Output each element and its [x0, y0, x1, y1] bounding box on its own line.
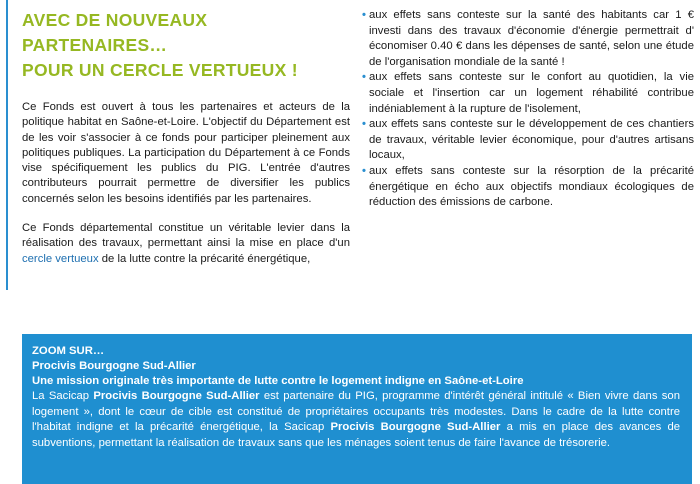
zoom-body-part-2: est partenaire du PIG, programme d'intérêt général intitulé « Bien vivre dans son logement », dont le cœur de cible est constitué de propriétaires occupants très modestes. Dans le cadre de la lutte contre l'habitat indigne et la précarité énergétique, la Sacicap — [32, 390, 680, 434]
headline-line-2: POUR UN CERCLE VERTUEUX ! — [22, 60, 298, 80]
lever-paragraph — [22, 221, 350, 267]
effect-item-comfort — [362, 70, 694, 117]
zoom-box — [22, 334, 692, 484]
intro-paragraph: Ce Fonds est ouvert à tous les partenaires et acteurs de la politique habitat en Saône-et-Loire. L'objectif du Département est de les voir s'associer à ce fonds pour participer pleinement aux politiques publiques. La participation du Département à ce Fonds vise spécifiquement les publics du PIG. L'entrée d'autres contributeurs pourrait permettre de diversifier les publics concernés selon les besoins identifiés par les partenaires. — [22, 101, 350, 205]
zoom-label: ZOOM SUR… — [32, 345, 105, 357]
bullet-icon: • — [362, 71, 366, 84]
effect-item-economy — [362, 117, 694, 164]
right-column — [362, 8, 694, 211]
left-column — [22, 8, 350, 267]
cercle-vertueux-link[interactable]: cercle vertueux — [22, 252, 99, 265]
zoom-body-part-3: a mis en place des avances de subventions, permettant la réalisation de travaux sans que les ménages soient tenus de faire l'avance de trésorerie. — [32, 421, 681, 449]
zoom-org-name: Procivis Bourgogne Sud-Allier — [32, 360, 196, 372]
effects-list — [362, 8, 694, 211]
left-column-rule — [6, 0, 8, 290]
effect-text: aux effets sans conteste sur le confort au quotidien, la vie sociale et l'insertion car un logement réhabilité contribue indéniablement à la rupture de l'isolement, — [369, 71, 694, 115]
bullet-icon: • — [362, 164, 366, 177]
bullet-icon: • — [362, 9, 366, 21]
zoom-body-org-2: Procivis Bourgogne Sud-Allier — [330, 421, 501, 434]
headline — [22, 8, 350, 83]
effect-text: aux effets sans conteste sur la santé des habitants car 1 € investi dans des travaux d'économie d'énergie permettrait d' économiser 0.40 € dans les dépenses de santé, selon une étude de l'organisation mondiale de la santé ! — [369, 9, 694, 68]
effect-item-health — [362, 8, 694, 70]
lever-text-start: Ce Fonds départemental constitue un véritable levier dans la réalisation des travaux, permettant ainsi la mise en place d'un — [22, 222, 350, 250]
effect-text: aux effets sans conteste sur la résorption de la précarité énergétique en écho aux objectifs mondiaux écologiques de réduction des émissions de carbone. — [369, 164, 694, 209]
zoom-heading: Une mission originale très importante de lutte contre le logement indigne en Saône-et-Loire — [32, 375, 524, 387]
bullet-icon: • — [362, 118, 366, 131]
lever-text-end: de la lutte contre la précarité énergétique, — [98, 252, 311, 265]
zoom-body-part-1: La Sacicap — [32, 390, 94, 402]
effect-item-energy — [362, 164, 694, 211]
zoom-body — [32, 389, 680, 451]
headline-line-1: AVEC DE NOUVEAUX PARTENAIRES… — [22, 10, 208, 55]
effect-text: aux effets sans conteste sur le développement de ces chantiers de travaux, véritable levier économique, pour d'autres artisans locaux, — [369, 118, 694, 162]
zoom-body-org-1: Procivis Bourgogne Sud-Allier — [93, 390, 260, 402]
